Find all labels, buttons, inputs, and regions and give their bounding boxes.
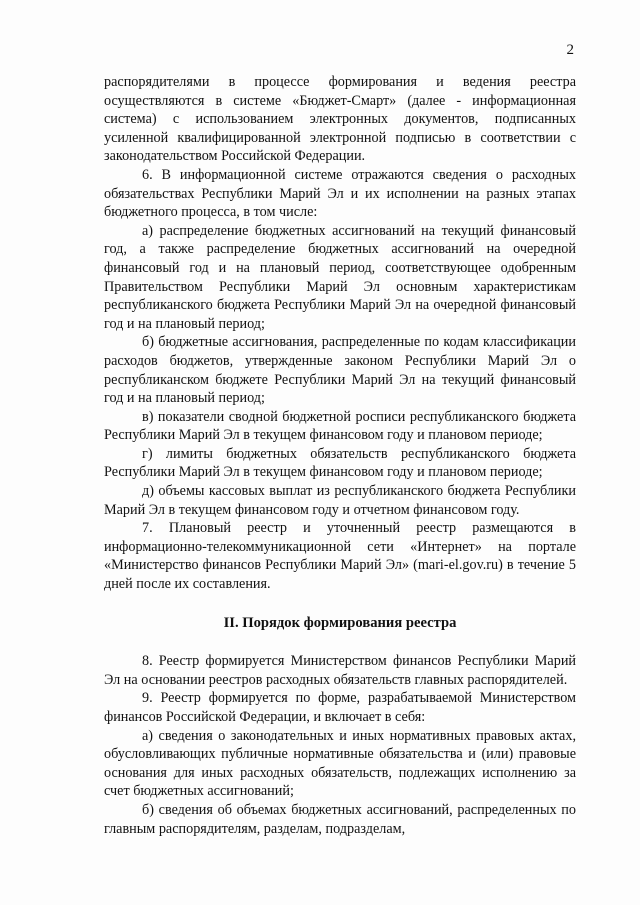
paragraph-item-6d: д) объемы кассовых выплат из республиканского бюджета Республики Марий Эл в текущем финансовом году и отчетном финансовом году. xyxy=(104,483,576,518)
paragraph-item-6a: а) распределение бюджетных ассигнований на текущий финансовый год, а также распределение бюджетных ассигнований на очередной финансовый год и на плановый период, соответствующее одобренным Правительством Республики Марий Эл основным характеристикам республиканского бюджета Республики Марий Эл на очередной финансовый год и на плановый период; xyxy=(104,222,576,332)
paragraph-item-9a: а) сведения о законодательных и иных нормативных правовых актах, обусловливающих публичные нормативные обязательства и (или) правовые основания для иных расходных обязательств, подлежащих исполнению за счет бюджетных ассигнований; xyxy=(104,727,576,800)
paragraph-item-6g: г) лимиты бюджетных обязательств республиканского бюджета Республики Марий Эл в текущем финансовом году и плановом периоде; xyxy=(104,445,576,481)
paragraph-item-8: 8. Реестр формируется Министерством финансов Республики Марий Эл на основании реестров расходных обязательств главных распорядителей. xyxy=(104,653,576,688)
paragraph-item-6v: в) показатели сводной бюджетной росписи республиканского бюджета Республики Марий Эл в текущем финансовом году и плановом периоде; xyxy=(104,408,576,444)
paragraph-item-9: 9. Реестр формируется по форме, разрабатываемой Министерством финансов Российской Федерации, и включает в себя: xyxy=(104,690,576,725)
section-heading: II. Порядок формирования реестра xyxy=(223,614,457,631)
paragraph-item-6: 6. В информационной системе отражаются сведения о расходных обязательствах Республики Марий Эл и их исполнении на разных этапах бюджетного процесса, в том числе: xyxy=(104,166,576,221)
page-number: 2 xyxy=(566,42,574,58)
document-body xyxy=(104,73,576,838)
paragraph-item-7: 7. Плановый реестр и уточненный реестр размещаются в информационно-телекоммуникационной сети «Интернет» на портале «Министерство финансов Республики Марий Эл» (mari-el.gov.ru) в течение 5 дней после их составления. xyxy=(104,520,576,593)
paragraph-item-9b: б) сведения об объемах бюджетных ассигнований, распределенных по главным распорядителям, разделам, подразделам, xyxy=(104,801,576,837)
paragraph-item-6b: б) бюджетные ассигнования, распределенные по кодам классификации расходов бюджетов, утвержденные законом Республики Марий Эл о республиканском бюджете Республики Марий Эл на текущий финансовый год и на плановый период; xyxy=(104,334,576,407)
paragraph-continuation: распорядителями в процессе формирования и ведения реестра осуществляются в системе «Бюджет-Смарт» (далее - информационная система) с использованием электронных документов, подписанных усиленной квалифицированной электронной подписью в соответствии с законодательством Российской Федерации. xyxy=(104,74,576,165)
